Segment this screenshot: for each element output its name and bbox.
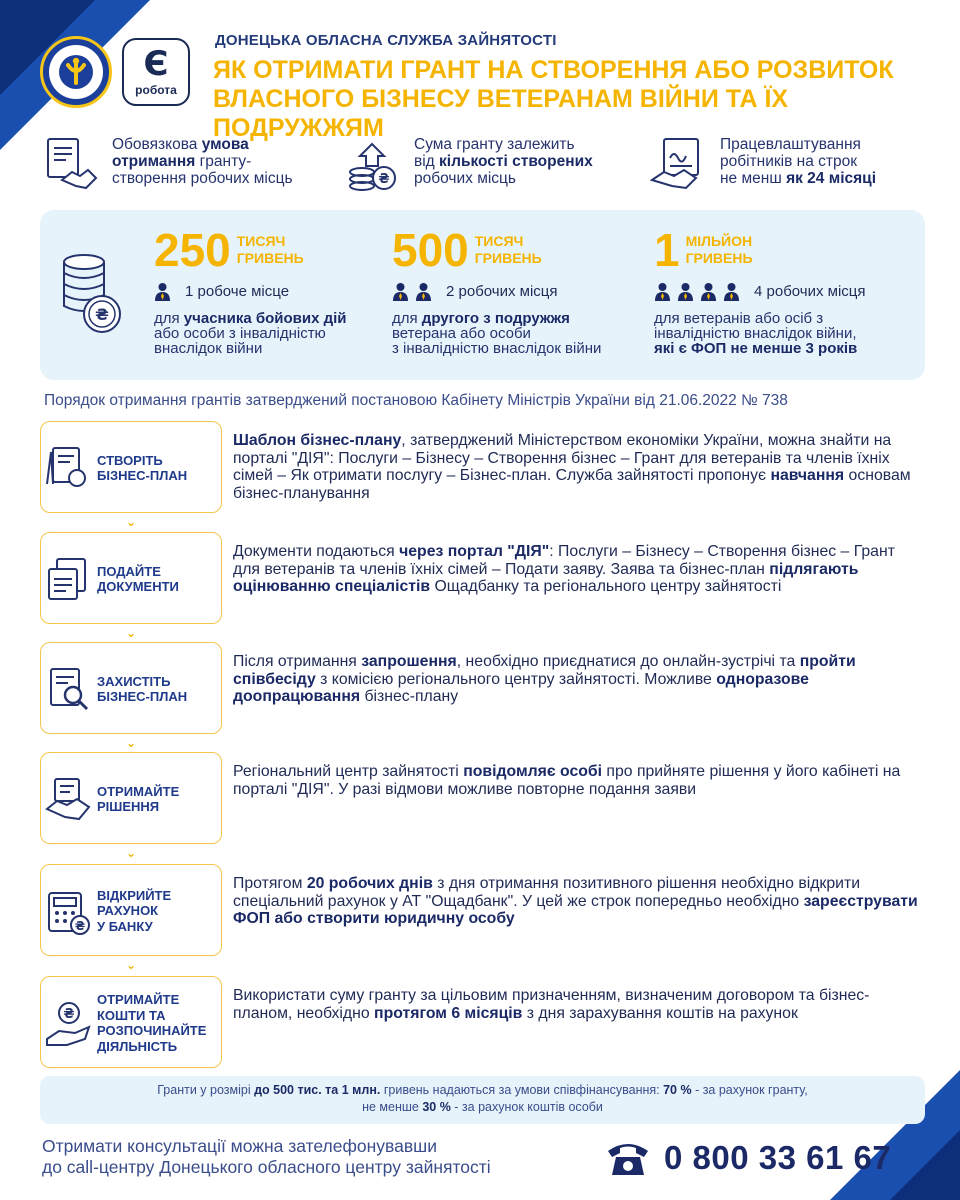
robota-logo-symbol: Є — [143, 44, 169, 84]
step-label-line: КОШТИ ТА — [97, 1007, 166, 1023]
step-text: про прийняте рішення у його кабінеті на порталі "ДІЯ". У разі відмови можливе повторне подання заяви — [233, 763, 901, 798]
step-text: з комісією регіонального центру зайнятості. Можливе — [315, 670, 717, 688]
grant-workers-label: 1 робоче місце — [185, 283, 290, 300]
grant-unit-1: ТИСЯЧ — [236, 233, 286, 249]
condition-amount-depends — [344, 136, 593, 192]
consultation-line-2: до call-центру Донецького обласного центру зайнятості — [42, 1157, 491, 1177]
grant-desc-text: для — [154, 310, 184, 327]
step-text: бізнес-плану — [360, 688, 459, 705]
grant-unit-1: ТИСЯЧ — [474, 233, 524, 249]
step-text-bold: повідомляє особі — [463, 763, 603, 780]
step-1 — [40, 421, 920, 513]
step-description — [233, 653, 923, 706]
svg-text:₴: ₴ — [95, 305, 109, 324]
organization-name: ДОНЕЦЬКА ОБЛАСНА СЛУЖБА ЗАЙНЯТОСТІ — [215, 32, 557, 49]
grant-unit-2: ГРИВЕНЬ — [474, 250, 542, 266]
signed-contract-icon — [650, 136, 706, 192]
step-5 — [40, 864, 920, 956]
condition-1-text-a: Обовязкова — [112, 136, 202, 153]
step-text: Документи подаються — [233, 543, 400, 560]
grant-workers-label: 4 робочих місця — [754, 283, 866, 300]
worker-person-icon — [723, 282, 740, 301]
step-arrow-icon: ⌄ — [126, 736, 137, 750]
grant-desc-bold: другого з подружжя — [421, 310, 570, 327]
step-label-line: ЗАХИСТІТЬ — [97, 673, 171, 689]
grant-amount: 1 — [654, 224, 680, 276]
grant-desc-line-2: інвалідністю внаслідок війни, — [654, 325, 857, 342]
note-text-c: - за рахунок гранту, — [691, 1083, 808, 1097]
note-text-d: не менше — [362, 1100, 423, 1114]
condition-2-text-c: робочих місць — [414, 170, 516, 187]
step-text: Протягом — [233, 875, 307, 892]
svg-text:₴: ₴ — [63, 1007, 75, 1022]
step-text: Використати суму гранту за цільовим призначенням, визначеним договором та бізнес-планом, необхідно — [233, 987, 870, 1022]
grant-desc-bold: учасника бойових дій — [183, 310, 347, 327]
condition-3-text-c: не менш — [720, 170, 787, 187]
step-text-bold: Шаблон бізнес-плану — [233, 432, 402, 449]
worker-icons — [154, 282, 171, 301]
calculator-icon — [45, 887, 91, 935]
step-text: з дня зарахування коштів на рахунок — [522, 1004, 798, 1022]
step-label-line: ВІДКРИЙТЕ — [97, 887, 172, 903]
business-plan-icon — [45, 444, 91, 492]
grant-description — [654, 311, 866, 356]
note-text-a: Гранти у розмірі — [157, 1083, 255, 1097]
documents-icon — [45, 555, 91, 603]
grant-desc-line-3: внаслідок війни — [154, 340, 263, 357]
step-text: Після отримання — [233, 653, 362, 670]
page-title-line-1: ЯК ОТРИМАТИ ГРАНТ НА СТВОРЕННЯ АБО РОЗВИТОК — [213, 56, 894, 84]
step-label — [97, 753, 223, 845]
worker-person-icon — [392, 282, 409, 301]
coins-stack-icon — [58, 250, 130, 340]
condition-3-text-b: робітників на строк — [720, 153, 858, 170]
step-label-box — [40, 532, 222, 624]
step-text-bold: 20 робочих днів — [306, 875, 433, 892]
grant-500 — [392, 226, 601, 356]
grant-description — [154, 311, 347, 356]
step-text-bold: навчання — [770, 467, 845, 484]
worker-icons — [654, 282, 740, 301]
document-search-icon — [45, 665, 91, 713]
step-description — [233, 763, 923, 798]
step-text-bold: протягом 6 місяців — [374, 1004, 523, 1022]
worker-person-icon — [154, 282, 171, 301]
step-label-line: БІЗНЕС-ПЛАН — [97, 468, 188, 483]
step-description — [233, 987, 923, 1022]
step-text: Ощадбанку та регіонального центру зайнятості — [430, 578, 782, 595]
condition-2-text-b: від — [414, 153, 440, 170]
consultation-line-1: Отримати консультації можна зателефонувавши — [42, 1136, 437, 1156]
condition-1-bold-b: отримання — [112, 153, 196, 170]
step-label — [97, 865, 223, 957]
step-text: основам бізнес-планування — [233, 467, 911, 502]
telephone-icon — [606, 1139, 650, 1177]
step-label-box — [40, 752, 222, 844]
grant-workers — [654, 282, 866, 301]
condition-2-bold: кількості створених — [439, 153, 593, 170]
grant-desc-line-2: ветерана або особи — [392, 325, 531, 342]
grant-amount: 250 — [154, 224, 231, 276]
step-text-bold: зареєструвати ФОП або створити юридичну особу — [233, 892, 918, 927]
step-label-box — [40, 421, 222, 513]
robota-logo-text: робота — [135, 83, 177, 97]
corner-decoration-bottom-dark — [890, 1130, 960, 1200]
step-label-line: СТВОРІТЬ — [97, 452, 163, 468]
svg-text:₴: ₴ — [378, 172, 390, 187]
grant-workers — [154, 282, 347, 301]
condition-1-bold-a: умова — [201, 136, 249, 153]
condition-2-text-a: Сума гранту залежить — [414, 136, 575, 153]
note-bold-b: 70 % — [663, 1083, 692, 1097]
step-label-box — [40, 976, 222, 1068]
step-label-line: У БАНКУ — [97, 918, 153, 934]
consultation-info — [42, 1136, 491, 1178]
grant-desc-line-2: або особи з інвалідністю — [154, 325, 326, 342]
condition-job-creation — [42, 136, 293, 192]
step-text: з дня отримання позитивного рішення необхідно відкрити спеціальний рахунок у АТ "Ощадбанк". У цей же строк попередньо необхідно — [233, 875, 861, 910]
step-label-line: ОТРИМАЙТЕ — [97, 992, 180, 1007]
grant-unit-2: ГРИВЕНЬ — [236, 250, 304, 266]
grant-amount: 500 — [392, 224, 469, 276]
step-text: Регіональний центр зайнятості — [233, 763, 464, 780]
condition-1-text-c: створення робочих місць — [112, 170, 293, 187]
step-2 — [40, 532, 920, 624]
step-text: , затверджений Міністерством економіки України, можна знайти на порталі "ДІЯ": Послуги – Бізнесу – Створення бізнес – Грант для ветеранів та членів їхніх сімей – Як отримати послугу – Бізнес-план. Служба зайнятості пропонує — [233, 432, 892, 484]
step-label — [97, 977, 223, 1069]
step-text: : Послуги – Бізнесу – Створення бізнес – Грант для ветеранів та членів їхніх сімей – Подати заяву. Заява та бізнес-план — [233, 543, 895, 578]
cofinancing-note — [40, 1076, 925, 1124]
call-center-phone[interactable] — [606, 1139, 891, 1177]
step-label — [97, 533, 223, 625]
step-description — [233, 432, 923, 502]
step-4 — [40, 752, 920, 844]
step-3 — [40, 642, 920, 734]
step-label-line: БІЗНЕС-ПЛАН — [97, 689, 188, 704]
step-description — [233, 543, 923, 596]
step-text-bold: запрошення — [361, 653, 457, 670]
grant-workers — [392, 282, 601, 301]
phone-number[interactable]: 0 800 33 61 67 — [664, 1139, 892, 1176]
note-bold-d: 30 % — [422, 1100, 451, 1114]
note-bold-a: до 500 тис. та 1 млн. — [254, 1083, 381, 1097]
step-label — [97, 422, 223, 514]
step-label-line: РОЗПОЧИНАЙТЕ ДІЯЛЬНІСТЬ — [97, 1023, 207, 1054]
money-growth-icon — [344, 136, 400, 192]
robota-logo — [122, 38, 190, 106]
note-text-e: - за рахунок коштів особи — [450, 1100, 603, 1114]
grant-description — [392, 311, 601, 356]
step-arrow-icon: ⌄ — [126, 626, 137, 640]
grant-1-million — [654, 226, 866, 356]
step-arrow-icon: ⌄ — [126, 958, 137, 972]
step-6 — [40, 976, 920, 1068]
worker-icons — [392, 282, 432, 301]
grant-unit-2: ГРИВЕНЬ — [685, 250, 753, 266]
grant-desc-bold: які є ФОП не менше 3 років — [654, 340, 858, 357]
worker-person-icon — [415, 282, 432, 301]
step-label — [97, 643, 223, 735]
step-label-box — [40, 642, 222, 734]
grant-amounts-panel — [40, 210, 925, 380]
grant-desc-text: для — [392, 310, 422, 327]
step-text-bold: пройти співбесіду — [233, 653, 856, 688]
condition-employment-term — [650, 136, 876, 192]
worker-person-icon — [700, 282, 717, 301]
step-description — [233, 875, 923, 928]
svg-text:₴: ₴ — [74, 919, 86, 933]
grant-workers-label: 2 робочих місця — [446, 283, 558, 300]
employment-service-logo — [40, 36, 112, 108]
grant-desc-text: для ветеранів або осіб з — [654, 310, 824, 327]
step-text-bold: через портал "ДІЯ" — [399, 543, 550, 560]
handshake-icon — [45, 775, 91, 823]
step-label-line: ОТРИМАЙТЕ — [97, 783, 180, 799]
condition-3-bold: як 24 місяці — [786, 170, 877, 187]
step-text-bold: одноразове доопрацювання — [233, 670, 809, 705]
note-text-b: гривень надаються за умови співфінансування: — [380, 1083, 664, 1097]
hand-coin-icon — [45, 999, 91, 1047]
step-label-box — [40, 864, 222, 956]
step-label-line: РАХУНОК — [97, 903, 159, 919]
step-label-line: ПОДАЙТЕ — [97, 563, 161, 579]
page-title-line-2: ВЛАСНОГО БІЗНЕСУ ВЕТЕРАНАМ ВІЙНИ ТА ЇХ ПОДРУЖЖЯМ — [213, 85, 789, 142]
worker-person-icon — [677, 282, 694, 301]
step-text: , необхідно приєднатися до онлайн-зустрічі та — [456, 653, 800, 670]
employment-service-logo-icon — [47, 43, 105, 101]
step-arrow-icon: ⌄ — [126, 846, 137, 860]
step-label-line: РІШЕННЯ — [97, 799, 160, 814]
resolution-reference: Порядок отримання грантів затверджений постановою Кабінету Міністрів України від 21.06.2022 № 738 — [44, 392, 788, 409]
grant-250 — [154, 226, 347, 356]
condition-1-text-b: гранту- — [195, 153, 252, 170]
grant-unit-1: МІЛЬЙОН — [685, 233, 753, 249]
step-label-line: ДОКУМЕНТИ — [97, 579, 179, 594]
step-arrow-icon: ⌄ — [126, 515, 137, 529]
page-title — [213, 56, 933, 143]
contract-handshake-icon — [42, 136, 98, 192]
worker-person-icon — [654, 282, 671, 301]
condition-3-text-a: Працевлаштування — [720, 136, 861, 153]
step-text-bold: підлягають оцінюванню спеціалістів — [233, 560, 859, 595]
grant-desc-line-3: з інвалідністю внаслідок війни — [392, 340, 602, 357]
